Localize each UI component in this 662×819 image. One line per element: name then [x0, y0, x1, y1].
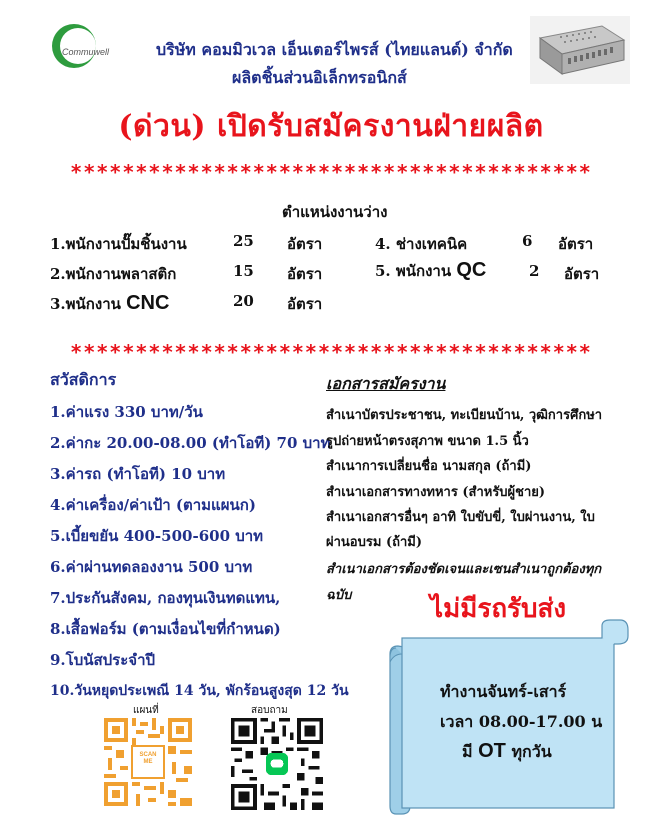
company-tagline: ผลิตชิ้นส่วนอิเล็กทรอนิกส์: [232, 68, 407, 87]
contact-qr-code[interactable]: [230, 718, 324, 810]
document-line: ผ่านอบรม (ถ้ามี): [326, 535, 422, 550]
benefit-item: 2.ค่ากะ 20.00-08.00 (ทำโอที) 70 บาท: [50, 434, 331, 452]
schedule-ot: [462, 740, 552, 765]
divider-stars-bottom: ****************************************: [70, 340, 592, 364]
vacancy-2-count: 15: [233, 262, 254, 280]
vacancy-3: [50, 292, 169, 316]
benefit-item: 3.ค่ารถ (ทำโอที) 10 บาท: [50, 465, 226, 483]
schedule-days: ทำงานจันทร์-เสาร์: [440, 682, 567, 701]
schedule-hours: เวลา 08.00-17.00 น: [440, 712, 603, 731]
documents-title: เอกสารสมัครงาน: [326, 374, 446, 393]
vacancy-5-count: 2: [529, 262, 540, 280]
divider-stars-top: ****************************************: [70, 160, 592, 184]
vacancy-1-rate: อัตรา: [287, 235, 323, 253]
headline: (ด่วน) เปิดรับสมัครงานฝ่ายผลิต: [118, 109, 544, 144]
vacancy-3-rate: อัตรา: [287, 295, 323, 313]
document-line: สำเนาเอกสารต้องชัดเจนและเซนสำเนาถูกต้องทุก: [326, 562, 602, 577]
document-line: สำเนาการเปลี่ยนชื่อ นามสกุล (ถ้ามี): [326, 459, 532, 474]
company-logo: [50, 22, 98, 70]
document-line: รูปถ่ายหน้าตรงสุภาพ ขนาด 1.5 นิ้ว: [326, 434, 529, 449]
vacancy-4: [375, 232, 467, 256]
schedule-ot-pre: มี: [462, 742, 479, 761]
schedule-ot-code: OT: [478, 740, 506, 762]
vacancy-1: [50, 232, 187, 256]
document-line: สำเนาเอกสารทางทหาร (สำหรับผู้ชาย): [326, 485, 546, 500]
document-line: สำเนาเอกสารอื่นๆ อาทิ ใบขับขี่, ใบผ่านงาน, ใบ: [326, 510, 595, 525]
vacancies-title: ตำแหน่งงานว่าง: [282, 203, 388, 221]
power-supply-image: [530, 16, 630, 84]
vacancy-4-name: 4. ช่างเทคนิค: [375, 235, 468, 253]
benefit-item: 4.ค่าเครื่อง/ค่าเป้า (ตามแผนก): [50, 496, 256, 514]
vacancy-2-name: 2.พนักงานพลาสติก: [50, 265, 177, 283]
vacancy-3-count: 20: [233, 292, 254, 310]
vacancy-5-name: 5. พนักงาน: [375, 262, 457, 280]
vacancy-4-rate: อัตรา: [558, 235, 594, 253]
benefit-item: 8.เสื้อฟอร์ม (ตามเงื่อนไขที่กำหนด): [50, 620, 281, 638]
vacancy-1-count: 25: [233, 232, 254, 250]
no-shuttle-notice: ไม่มีรถรับส่ง: [430, 594, 567, 624]
document-line: ฉบับ: [326, 588, 352, 603]
vacancy-5-code: QC: [456, 259, 487, 281]
benefit-item: 9.โบนัสประจำปี: [50, 651, 156, 669]
company-name: บริษัท คอมมิวเวล เอ็นเตอร์ไพรส์ (ไทยแลนด์) จำกัด: [156, 40, 513, 59]
document-line: สำเนาบัตรประชาชน, ทะเบียนบ้าน, วุฒิการศึกษา: [326, 408, 603, 423]
benefit-item: 7.ประกันสังคม, กองทุนเงินทดแทน,: [50, 589, 281, 607]
vacancy-4-count: 6: [522, 232, 533, 250]
vacancy-5: [375, 259, 486, 283]
vacancy-1-name: 1.พนักงานปั๊มชิ้นงาน: [50, 235, 187, 253]
logo-text: Commuwell: [62, 47, 110, 57]
schedule-ot-post: ทุกวัน: [505, 742, 552, 761]
map-qr-label: แผนที่: [133, 705, 159, 716]
contact-qr-label: สอบถาม: [251, 705, 288, 716]
vacancy-5-rate: อัตรา: [564, 265, 600, 283]
vacancy-3-code: CNC: [126, 292, 170, 314]
scan-me-text: SCAN ME: [139, 752, 157, 765]
vacancy-3-name: 3.พนักงาน: [50, 295, 127, 313]
vacancy-2-rate: อัตรา: [287, 265, 323, 283]
benefit-item: 1.ค่าแรง 330 บาท/วัน: [50, 403, 203, 421]
benefit-item: 6.ค่าผ่านทดลองงาน 500 บาท: [50, 558, 253, 576]
benefit-item: 10.วันหยุดประเพณี 14 วัน, พักร้อนสูงสุด 12 วัน: [50, 683, 349, 699]
benefits-title: สวัสดิการ: [50, 370, 117, 389]
benefit-item: 5.เบี้ยขยัน 400-500-600 บาท: [50, 527, 264, 545]
vacancy-2: [50, 262, 176, 286]
